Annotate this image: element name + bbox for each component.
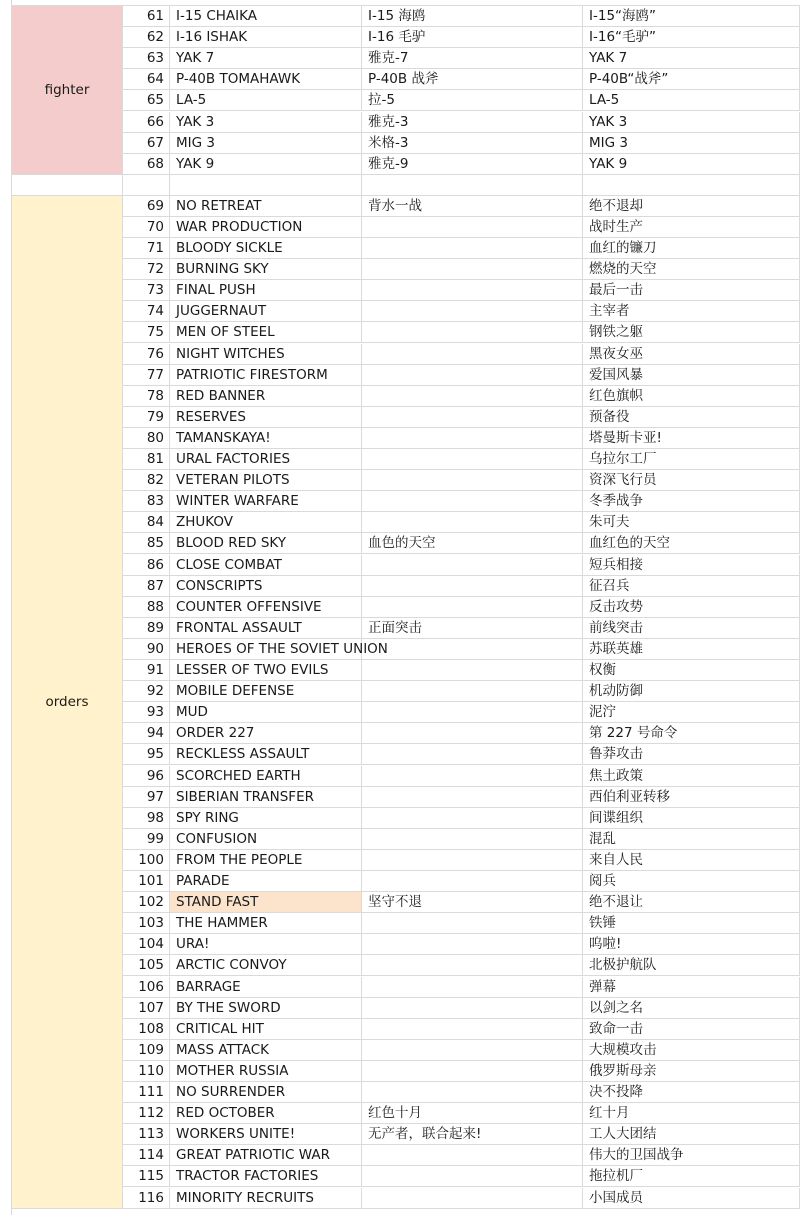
chinese-translation-cell[interactable] xyxy=(362,428,583,449)
chinese-alt-translation-cell[interactable]: 以剑之名 xyxy=(583,998,800,1019)
chinese-alt-translation-cell[interactable]: 致命一击 xyxy=(583,1019,800,1040)
chinese-alt-translation-cell[interactable]: 乌拉尔工厂 xyxy=(583,449,800,470)
english-name-cell[interactable]: MIG 3 xyxy=(170,133,362,154)
chinese-alt-translation-cell[interactable]: 短兵相接 xyxy=(583,555,800,576)
chinese-translation-cell[interactable]: 米格-3 xyxy=(362,133,583,154)
english-name-cell[interactable]: RESERVES xyxy=(170,407,362,428)
row-number-cell[interactable]: 105 xyxy=(123,955,170,976)
row-number-cell[interactable]: 75 xyxy=(123,322,170,343)
row-number-cell[interactable]: 102 xyxy=(123,892,170,913)
chinese-alt-translation-cell[interactable]: 决不投降 xyxy=(583,1082,800,1103)
chinese-translation-cell[interactable]: 红色十月 xyxy=(362,1103,583,1124)
english-name-cell[interactable]: BLOODY SICKLE xyxy=(170,238,362,259)
chinese-translation-cell[interactable]: 坚守不退 xyxy=(362,892,583,913)
english-name-cell[interactable]: YAK 7 xyxy=(170,48,362,69)
row-number-cell[interactable]: 79 xyxy=(123,407,170,428)
empty-separator-cell[interactable] xyxy=(123,175,170,196)
chinese-alt-translation-cell[interactable]: 黑夜女巫 xyxy=(583,344,800,365)
english-name-cell[interactable]: ARCTIC CONVOY xyxy=(170,955,362,976)
english-name-cell[interactable]: SCORCHED EARTH xyxy=(170,766,362,787)
chinese-translation-cell[interactable] xyxy=(362,1188,583,1209)
english-name-cell[interactable]: RED BANNER xyxy=(170,386,362,407)
english-name-cell[interactable]: ORDER 227 xyxy=(170,723,362,744)
chinese-alt-translation-cell[interactable]: 第 227 号命令 xyxy=(583,723,800,744)
chinese-translation-cell[interactable] xyxy=(362,576,583,597)
english-name-cell[interactable]: MOBILE DEFENSE xyxy=(170,681,362,702)
row-number-cell[interactable]: 83 xyxy=(123,491,170,512)
chinese-alt-translation-cell[interactable]: 血红色的天空 xyxy=(583,533,800,554)
chinese-translation-cell[interactable] xyxy=(362,301,583,322)
row-number-cell[interactable]: 111 xyxy=(123,1082,170,1103)
chinese-alt-translation-cell[interactable]: YAK 3 xyxy=(583,112,800,133)
chinese-translation-cell[interactable] xyxy=(362,681,583,702)
english-name-cell[interactable]: RECKLESS ASSAULT xyxy=(170,744,362,765)
english-name-cell[interactable]: P-40B TOMAHAWK xyxy=(170,69,362,90)
row-number-cell[interactable]: 93 xyxy=(123,702,170,723)
row-number-cell[interactable]: 65 xyxy=(123,90,170,111)
chinese-translation-cell[interactable] xyxy=(362,977,583,998)
chinese-alt-translation-cell[interactable]: 来自人民 xyxy=(583,850,800,871)
chinese-translation-cell[interactable]: 雅克-7 xyxy=(362,48,583,69)
chinese-translation-cell[interactable] xyxy=(362,280,583,301)
chinese-alt-translation-cell[interactable]: 混乱 xyxy=(583,829,800,850)
chinese-alt-translation-cell[interactable]: 反击攻势 xyxy=(583,597,800,618)
chinese-translation-cell[interactable] xyxy=(362,702,583,723)
row-number-cell[interactable]: 95 xyxy=(123,744,170,765)
chinese-alt-translation-cell[interactable]: 小国成员 xyxy=(583,1188,800,1209)
chinese-translation-cell[interactable] xyxy=(362,386,583,407)
chinese-translation-cell[interactable] xyxy=(362,744,583,765)
chinese-alt-translation-cell[interactable]: 北极护航队 xyxy=(583,955,800,976)
english-name-cell[interactable]: FINAL PUSH xyxy=(170,280,362,301)
chinese-translation-cell[interactable]: 血色的天空 xyxy=(362,533,583,554)
chinese-alt-translation-cell[interactable]: 绝不退却 xyxy=(583,196,800,217)
chinese-translation-cell[interactable]: I-16 毛驴 xyxy=(362,27,583,48)
chinese-alt-translation-cell[interactable]: 鲁莽攻击 xyxy=(583,744,800,765)
chinese-translation-cell[interactable] xyxy=(362,407,583,428)
english-name-cell[interactable]: MINORITY RECRUITS xyxy=(170,1188,362,1209)
chinese-translation-cell[interactable] xyxy=(362,449,583,470)
english-name-cell[interactable]: MUD xyxy=(170,702,362,723)
english-name-cell[interactable]: CONSCRIPTS xyxy=(170,576,362,597)
row-number-cell[interactable]: 69 xyxy=(123,196,170,217)
chinese-translation-cell[interactable] xyxy=(362,365,583,386)
english-name-cell[interactable]: NIGHT WITCHES xyxy=(170,344,362,365)
empty-separator-cell[interactable] xyxy=(583,175,800,196)
english-name-cell[interactable]: YAK 3 xyxy=(170,112,362,133)
row-number-cell[interactable]: 74 xyxy=(123,301,170,322)
chinese-translation-cell[interactable]: I-15 海鸥 xyxy=(362,6,583,27)
chinese-translation-cell[interactable] xyxy=(362,829,583,850)
chinese-translation-cell[interactable] xyxy=(362,850,583,871)
row-number-cell[interactable]: 77 xyxy=(123,365,170,386)
english-name-cell[interactable]: SIBERIAN TRANSFER xyxy=(170,787,362,808)
chinese-translation-cell[interactable] xyxy=(362,259,583,280)
row-number-cell[interactable]: 62 xyxy=(123,27,170,48)
row-number-cell[interactable]: 82 xyxy=(123,470,170,491)
chinese-translation-cell[interactable]: 拉-5 xyxy=(362,90,583,111)
english-name-cell[interactable]: LA-5 xyxy=(170,90,362,111)
chinese-translation-cell[interactable] xyxy=(362,1082,583,1103)
english-name-cell[interactable]: TAMANSKAYA! xyxy=(170,428,362,449)
chinese-alt-translation-cell[interactable]: 战时生产 xyxy=(583,217,800,238)
english-name-cell[interactable]: NO SURRENDER xyxy=(170,1082,362,1103)
row-number-cell[interactable]: 99 xyxy=(123,829,170,850)
row-number-cell[interactable]: 86 xyxy=(123,555,170,576)
row-number-cell[interactable]: 84 xyxy=(123,512,170,533)
chinese-translation-cell[interactable] xyxy=(362,871,583,892)
row-number-cell[interactable]: 64 xyxy=(123,69,170,90)
chinese-translation-cell[interactable]: 无产者，联合起来! xyxy=(362,1124,583,1145)
row-number-cell[interactable]: 92 xyxy=(123,681,170,702)
sheet-left-edge xyxy=(0,0,12,1215)
group-label-cell-fighter[interactable] xyxy=(12,6,123,175)
row-number-cell[interactable]: 97 xyxy=(123,787,170,808)
row-number-cell[interactable]: 115 xyxy=(123,1166,170,1187)
english-name-cell[interactable]: TRACTOR FACTORIES xyxy=(170,1166,362,1187)
english-name-cell[interactable]: YAK 9 xyxy=(170,154,362,175)
empty-separator-cell[interactable] xyxy=(362,175,583,196)
chinese-translation-cell[interactable]: 正面突击 xyxy=(362,618,583,639)
row-number-cell[interactable]: 101 xyxy=(123,871,170,892)
row-number-cell[interactable]: 72 xyxy=(123,259,170,280)
chinese-alt-translation-cell[interactable]: YAK 9 xyxy=(583,154,800,175)
group-label: orders xyxy=(45,694,89,710)
chinese-alt-translation-cell[interactable]: 伟大的卫国战争 xyxy=(583,1145,800,1166)
row-number-cell[interactable]: 110 xyxy=(123,1061,170,1082)
chinese-translation-cell[interactable] xyxy=(362,344,583,365)
chinese-translation-cell[interactable] xyxy=(362,322,583,343)
english-name-cell[interactable]: FRONTAL ASSAULT xyxy=(170,618,362,639)
row-number-cell[interactable]: 66 xyxy=(123,112,170,133)
chinese-alt-translation-cell[interactable]: 血红的镰刀 xyxy=(583,238,800,259)
english-name-cell[interactable]: BY THE SWORD xyxy=(170,998,362,1019)
english-name-cell[interactable]: THE HAMMER xyxy=(170,913,362,934)
english-name-cell[interactable]: STAND FAST xyxy=(170,892,362,913)
row-number-cell[interactable]: 113 xyxy=(123,1124,170,1145)
row-number-cell[interactable]: 80 xyxy=(123,428,170,449)
english-name-cell[interactable]: URAL FACTORIES xyxy=(170,449,362,470)
chinese-alt-translation-cell[interactable]: I-15“海鸥” xyxy=(583,6,800,27)
row-number-cell[interactable]: 68 xyxy=(123,154,170,175)
english-name-cell[interactable]: PARADE xyxy=(170,871,362,892)
row-number-cell[interactable]: 87 xyxy=(123,576,170,597)
chinese-translation-cell[interactable] xyxy=(362,1019,583,1040)
chinese-alt-translation-cell[interactable]: 预备役 xyxy=(583,407,800,428)
chinese-translation-cell[interactable]: 背水一战 xyxy=(362,196,583,217)
row-number-cell[interactable]: 103 xyxy=(123,913,170,934)
english-name-cell[interactable]: I-15 CHAIKA xyxy=(170,6,362,27)
chinese-translation-cell[interactable] xyxy=(362,1061,583,1082)
english-name-cell[interactable]: CONFUSION xyxy=(170,829,362,850)
chinese-alt-translation-cell[interactable]: 苏联英雄 xyxy=(583,639,800,660)
chinese-alt-translation-cell[interactable]: 塔曼斯卡亚! xyxy=(583,428,800,449)
chinese-alt-translation-cell[interactable]: 拖拉机厂 xyxy=(583,1166,800,1187)
row-number-cell[interactable]: 67 xyxy=(123,133,170,154)
english-name-cell[interactable]: CRITICAL HIT xyxy=(170,1019,362,1040)
english-name-cell[interactable]: CLOSE COMBAT xyxy=(170,555,362,576)
chinese-translation-cell[interactable] xyxy=(362,470,583,491)
row-number-cell[interactable]: 90 xyxy=(123,639,170,660)
english-name-cell[interactable]: HEROES OF THE SOVIET UNION xyxy=(170,639,362,660)
chinese-translation-cell[interactable] xyxy=(362,555,583,576)
chinese-alt-translation-cell[interactable]: 绝不退让 xyxy=(583,892,800,913)
chinese-alt-translation-cell[interactable]: MIG 3 xyxy=(583,133,800,154)
chinese-alt-translation-cell[interactable]: 焦土政策 xyxy=(583,766,800,787)
chinese-translation-cell[interactable] xyxy=(362,1145,583,1166)
chinese-alt-translation-cell[interactable]: 俄罗斯母亲 xyxy=(583,1061,800,1082)
chinese-alt-translation-cell[interactable]: 呜啦! xyxy=(583,934,800,955)
chinese-alt-translation-cell[interactable]: 钢铁之躯 xyxy=(583,322,800,343)
chinese-alt-translation-cell[interactable]: 燃烧的天空 xyxy=(583,259,800,280)
chinese-translation-cell[interactable] xyxy=(362,723,583,744)
chinese-alt-translation-cell[interactable]: 最后一击 xyxy=(583,280,800,301)
chinese-translation-cell[interactable] xyxy=(362,808,583,829)
row-number-cell[interactable]: 96 xyxy=(123,766,170,787)
empty-separator-cell[interactable] xyxy=(12,175,123,196)
row-number-cell[interactable]: 73 xyxy=(123,280,170,301)
chinese-translation-cell[interactable] xyxy=(362,913,583,934)
chinese-alt-translation-cell[interactable]: 工人大团结 xyxy=(583,1124,800,1145)
chinese-alt-translation-cell[interactable]: 机动防御 xyxy=(583,681,800,702)
english-name-cell[interactable]: MASS ATTACK xyxy=(170,1040,362,1061)
chinese-alt-translation-cell[interactable]: 红色旗帜 xyxy=(583,386,800,407)
english-name-cell[interactable]: NO RETREAT xyxy=(170,196,362,217)
english-name-cell[interactable]: LESSER OF TWO EVILS xyxy=(170,660,362,681)
row-number-cell[interactable]: 89 xyxy=(123,618,170,639)
row-number-cell[interactable]: 63 xyxy=(123,48,170,69)
chinese-translation-cell[interactable] xyxy=(362,934,583,955)
chinese-alt-translation-cell[interactable]: 红十月 xyxy=(583,1103,800,1124)
row-number-cell[interactable]: 61 xyxy=(123,6,170,27)
chinese-translation-cell[interactable] xyxy=(362,660,583,681)
chinese-alt-translation-cell[interactable]: 泥泞 xyxy=(583,702,800,723)
english-name-cell[interactable]: BURNING SKY xyxy=(170,259,362,280)
english-name-cell[interactable]: ZHUKOV xyxy=(170,512,362,533)
row-number-cell[interactable]: 107 xyxy=(123,998,170,1019)
row-number-cell[interactable]: 76 xyxy=(123,344,170,365)
english-name-cell[interactable]: FROM THE PEOPLE xyxy=(170,850,362,871)
row-number-cell[interactable]: 100 xyxy=(123,850,170,871)
chinese-translation-cell[interactable] xyxy=(362,766,583,787)
chinese-translation-cell[interactable] xyxy=(362,597,583,618)
english-name-cell[interactable]: JUGGERNAUT xyxy=(170,301,362,322)
chinese-alt-translation-cell[interactable]: 阅兵 xyxy=(583,871,800,892)
chinese-alt-translation-cell[interactable]: YAK 7 xyxy=(583,48,800,69)
english-name-cell[interactable]: BLOOD RED SKY xyxy=(170,533,362,554)
chinese-translation-cell[interactable] xyxy=(362,512,583,533)
row-number-cell[interactable]: 88 xyxy=(123,597,170,618)
chinese-alt-translation-cell[interactable]: 主宰者 xyxy=(583,301,800,322)
row-number-cell[interactable]: 112 xyxy=(123,1103,170,1124)
empty-separator-cell[interactable] xyxy=(170,175,362,196)
chinese-alt-translation-cell[interactable]: 朱可夫 xyxy=(583,512,800,533)
chinese-alt-translation-cell[interactable]: 资深飞行员 xyxy=(583,470,800,491)
row-number-cell[interactable]: 116 xyxy=(123,1188,170,1209)
chinese-alt-translation-cell[interactable]: 西伯利亚转移 xyxy=(583,787,800,808)
chinese-translation-cell[interactable] xyxy=(362,1040,583,1061)
english-name-cell[interactable]: I-16 ISHAK xyxy=(170,27,362,48)
chinese-translation-cell[interactable]: 雅克-9 xyxy=(362,154,583,175)
chinese-translation-cell[interactable] xyxy=(362,1166,583,1187)
row-number-cell[interactable]: 98 xyxy=(123,808,170,829)
english-name-cell[interactable]: MEN OF STEEL xyxy=(170,322,362,343)
row-number-cell[interactable]: 108 xyxy=(123,1019,170,1040)
chinese-alt-translation-cell[interactable]: 间谍组织 xyxy=(583,808,800,829)
english-name-cell[interactable]: PATRIOTIC FIRESTORM xyxy=(170,365,362,386)
chinese-alt-translation-cell[interactable]: 权衡 xyxy=(583,660,800,681)
chinese-alt-translation-cell[interactable]: 大规模攻击 xyxy=(583,1040,800,1061)
row-number-cell[interactable]: 85 xyxy=(123,533,170,554)
row-number-cell[interactable]: 94 xyxy=(123,723,170,744)
chinese-alt-translation-cell[interactable]: I-16“毛驴” xyxy=(583,27,800,48)
row-number-cell[interactable]: 109 xyxy=(123,1040,170,1061)
row-number-cell[interactable]: 106 xyxy=(123,977,170,998)
chinese-translation-cell[interactable] xyxy=(362,491,583,512)
chinese-alt-translation-cell[interactable]: LA-5 xyxy=(583,90,800,111)
english-name-cell[interactable]: VETERAN PILOTS xyxy=(170,470,362,491)
english-name-cell[interactable]: GREAT PATRIOTIC WAR xyxy=(170,1145,362,1166)
chinese-alt-translation-cell[interactable]: 爱国风暴 xyxy=(583,365,800,386)
chinese-translation-cell[interactable] xyxy=(362,217,583,238)
english-name-cell[interactable]: MOTHER RUSSIA xyxy=(170,1061,362,1082)
chinese-translation-cell[interactable] xyxy=(362,998,583,1019)
row-number-cell[interactable]: 70 xyxy=(123,217,170,238)
chinese-alt-translation-cell[interactable]: P-40B“战斧” xyxy=(583,69,800,90)
row-number-cell[interactable]: 91 xyxy=(123,660,170,681)
row-number-cell[interactable]: 114 xyxy=(123,1145,170,1166)
row-number-cell[interactable]: 71 xyxy=(123,238,170,259)
english-name-cell[interactable]: BARRAGE xyxy=(170,977,362,998)
chinese-translation-cell[interactable]: 雅克-3 xyxy=(362,112,583,133)
row-number-cell[interactable]: 104 xyxy=(123,934,170,955)
chinese-translation-cell[interactable]: P-40B 战斧 xyxy=(362,69,583,90)
english-name-cell[interactable]: WINTER WARFARE xyxy=(170,491,362,512)
group-label-cell-orders[interactable] xyxy=(12,196,123,1209)
chinese-alt-translation-cell[interactable]: 征召兵 xyxy=(583,576,800,597)
chinese-translation-cell[interactable] xyxy=(362,238,583,259)
english-name-cell[interactable]: WORKERS UNITE! xyxy=(170,1124,362,1145)
chinese-translation-cell[interactable] xyxy=(362,787,583,808)
group-label: fighter xyxy=(44,82,90,98)
english-name-cell[interactable]: WAR PRODUCTION xyxy=(170,217,362,238)
english-name-cell[interactable]: RED OCTOBER xyxy=(170,1103,362,1124)
chinese-alt-translation-cell[interactable]: 铁锤 xyxy=(583,913,800,934)
row-number-cell[interactable]: 81 xyxy=(123,449,170,470)
chinese-translation-cell[interactable] xyxy=(362,639,583,660)
english-name-cell[interactable]: URA! xyxy=(170,934,362,955)
english-name-cell[interactable]: SPY RING xyxy=(170,808,362,829)
english-name-cell[interactable]: COUNTER OFFENSIVE xyxy=(170,597,362,618)
chinese-alt-translation-cell[interactable]: 前线突击 xyxy=(583,618,800,639)
chinese-alt-translation-cell[interactable]: 弹幕 xyxy=(583,977,800,998)
chinese-translation-cell[interactable] xyxy=(362,955,583,976)
row-number-cell[interactable]: 78 xyxy=(123,386,170,407)
chinese-alt-translation-cell[interactable]: 冬季战争 xyxy=(583,491,800,512)
